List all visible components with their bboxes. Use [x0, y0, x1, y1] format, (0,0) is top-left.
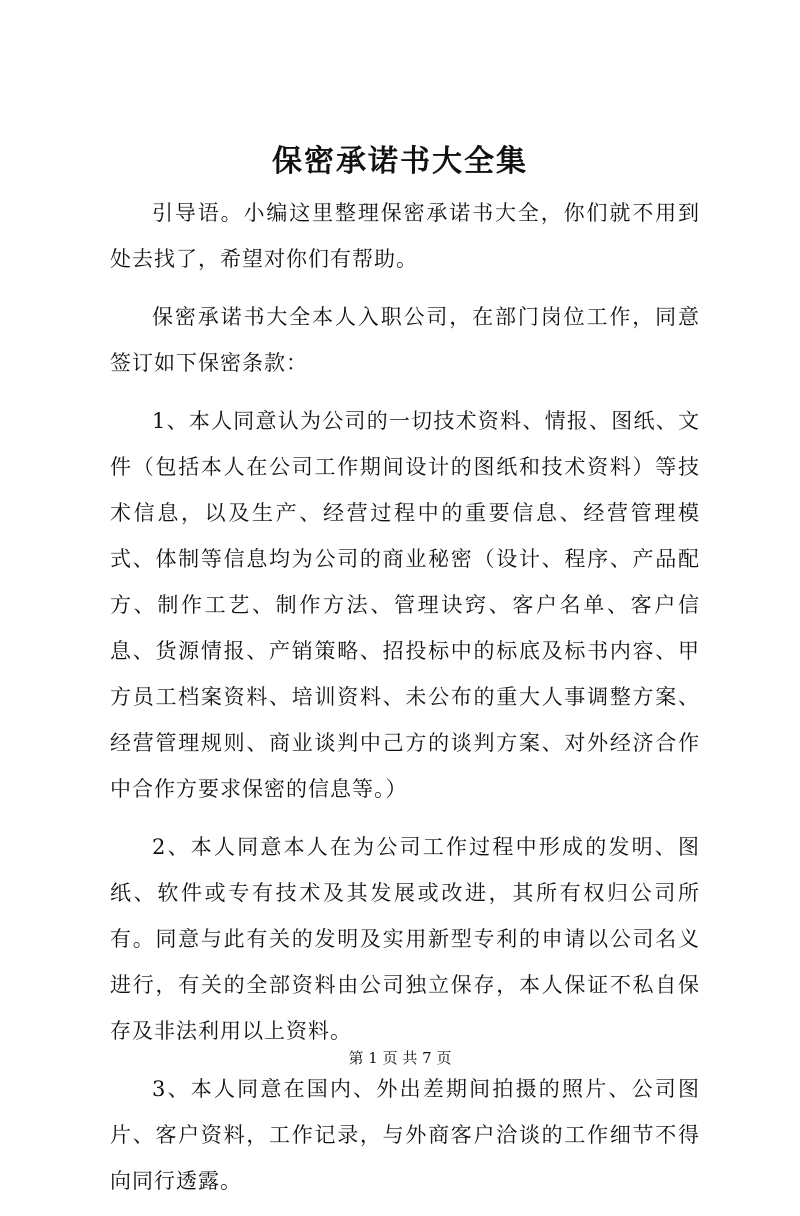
clause-1-paragraph: 1、本人同意认为公司的一切技术资料、情报、图纸、文件（包括本人在公司工作期间设计的图纸和技术资料）等技术信息，以及生产、经营过程中的重要信息、经营管理模式、体制等信息均为公司的商业秘密（设计、程序、产品配方、制作工艺、制作方法、管理诀窍、客户名单、客户信息、货源情报、产销策略、招投标中的标底及标书内容、甲方员工档案资料、培训资料、未公布的重大人事调整方案、经营管理规则、商业谈判中己方的谈判方案、对外经济合作中合作方要求保密的信息等。）: [110, 409, 700, 801]
clause-2-paragraph: 2、本人同意本人在为公司工作过程中形成的发明、图纸、软件或专有技术及其发展或改进，其所有权归公司所有。同意与此有关的发明及实用新型专利的申请以公司名义进行，有关的全部资料由公司独立保存，本人保证不私自保存及非法利用以上资料。: [110, 835, 700, 1043]
preamble-paragraph: 保密承诺书大全本人入职公司，在部门岗位工作，同意签订如下保密条款：: [110, 305, 700, 375]
intro-paragraph: 引导语。小编这里整理保密承诺书大全，你们就不用到处去找了，希望对你们有帮助。: [110, 201, 700, 271]
document-title: 保密承诺书大全集: [272, 144, 528, 179]
clause-3-paragraph: 3、本人同意在国内、外出差期间拍摄的照片、公司图片、客户资料，工作记录，与外商客户洽谈的工作细节不得向同行透露。: [110, 1077, 700, 1193]
page-footer: 第 1 页 共 7 页: [348, 1049, 452, 1067]
